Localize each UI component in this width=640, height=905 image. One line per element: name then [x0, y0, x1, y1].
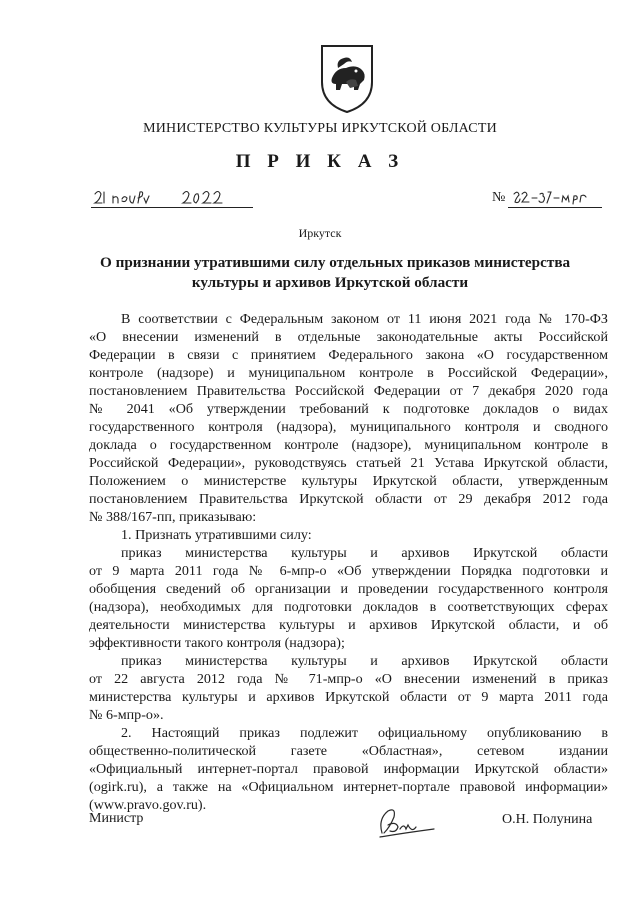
body-line: Российской Федерации», руководствуясь статьей 21 Устава Иркутской области,: [89, 455, 608, 471]
date-field: [91, 186, 253, 208]
handwritten-number-image: [510, 186, 602, 206]
signer-name: О.Н. Полунина: [502, 812, 593, 827]
body-line: (надзора), необходимых для подготовки докладов в соответствующих сферах: [89, 599, 608, 615]
subject-line: О признании утратившими силу отдельных приказов министерства: [100, 254, 571, 271]
body-line: Федерации в связи с принятием Федерального закона «О государственном: [89, 347, 608, 363]
handwritten-signature: [374, 803, 438, 848]
coat-of-arms-emblem: [316, 38, 378, 114]
body-line: № 2041 «Об утверждении требований к подготовке докладов о видах: [89, 401, 608, 417]
body-line: общественно-политической газете «Областная», сетевом издании: [89, 743, 608, 759]
body-line: министерства культуры и архивов Иркутской области от 9 марта 2011 года: [89, 689, 608, 705]
body-line: от 22 августа 2012 года № 71-мпр-о «О внесении изменений в приказ: [89, 671, 608, 687]
handwritten-date-image: [91, 186, 253, 208]
body-line: «О внесении изменений в отдельные законодательные акты Российской: [89, 329, 608, 345]
document-body: [89, 310, 608, 814]
body-line: контроле (надзоре) и муниципальном контроле в Российской Федерации»,: [89, 365, 608, 381]
body-line: приказ министерства культуры и архивов Иркутской области: [121, 653, 608, 669]
body-line: (www.pravo.gov.ru).: [89, 797, 207, 813]
body-line: 2. Настоящий приказ подлежит официальному опубликованию в: [121, 725, 608, 741]
order-number-field: [492, 188, 602, 208]
subject-line: культуры и архивов Иркутской области: [191, 274, 469, 291]
document-subject: [100, 253, 571, 293]
signer-title: Министр: [89, 811, 144, 826]
body-line: № 388/167-пп, приказываю:: [89, 509, 257, 525]
body-line: 1. Признать утратившими силу:: [121, 527, 312, 543]
body-line: от 9 марта 2011 года № 6-мпр-о «Об утверждении Порядка подготовки и: [89, 563, 608, 579]
body-line: постановлением Правительства Российской Федерации от 7 декабря 2020 года: [89, 383, 608, 399]
body-line: доклада о государственном контроле (надзоре), муниципальном контроле в: [89, 437, 608, 453]
document-type-title: П Р И К А З: [235, 151, 405, 172]
body-line: приказ министерства культуры и архивов Иркутской области: [121, 545, 608, 561]
body-line: обобщения сведений об организации и проведении государственного контроля: [89, 581, 608, 597]
body-line: (ogirk.ru), а также на «Официальном интернет-портале правовой информации»: [89, 779, 608, 795]
body-line: Положением о министерстве культуры Иркутской области, утвержденным: [89, 473, 608, 489]
body-line: В соответствии с Федеральным законом от 11 июня 2021 года № 170-ФЗ: [121, 311, 608, 327]
city: Иркутск: [298, 226, 342, 240]
body-line: эффективности такого контроля (надзора);: [89, 635, 345, 651]
body-line: постановлением Правительства Иркутской области от 29 декабря 2012 года: [89, 491, 608, 507]
ministry-name: МИНИСТЕРСТВО КУЛЬТУРЫ ИРКУТСКОЙ ОБЛАСТИ: [143, 121, 497, 136]
body-line: «Официальный интернет-портал правовой информации Иркутской области»: [89, 761, 608, 777]
body-line: № 6-мпр-о».: [89, 707, 164, 723]
body-line: государственного контроля (надзора), муниципального контроля и сводного: [89, 419, 608, 435]
body-line: деятельности министерства культуры и архивов Иркутской области, и об: [89, 617, 608, 633]
number-sign: №: [492, 190, 506, 205]
